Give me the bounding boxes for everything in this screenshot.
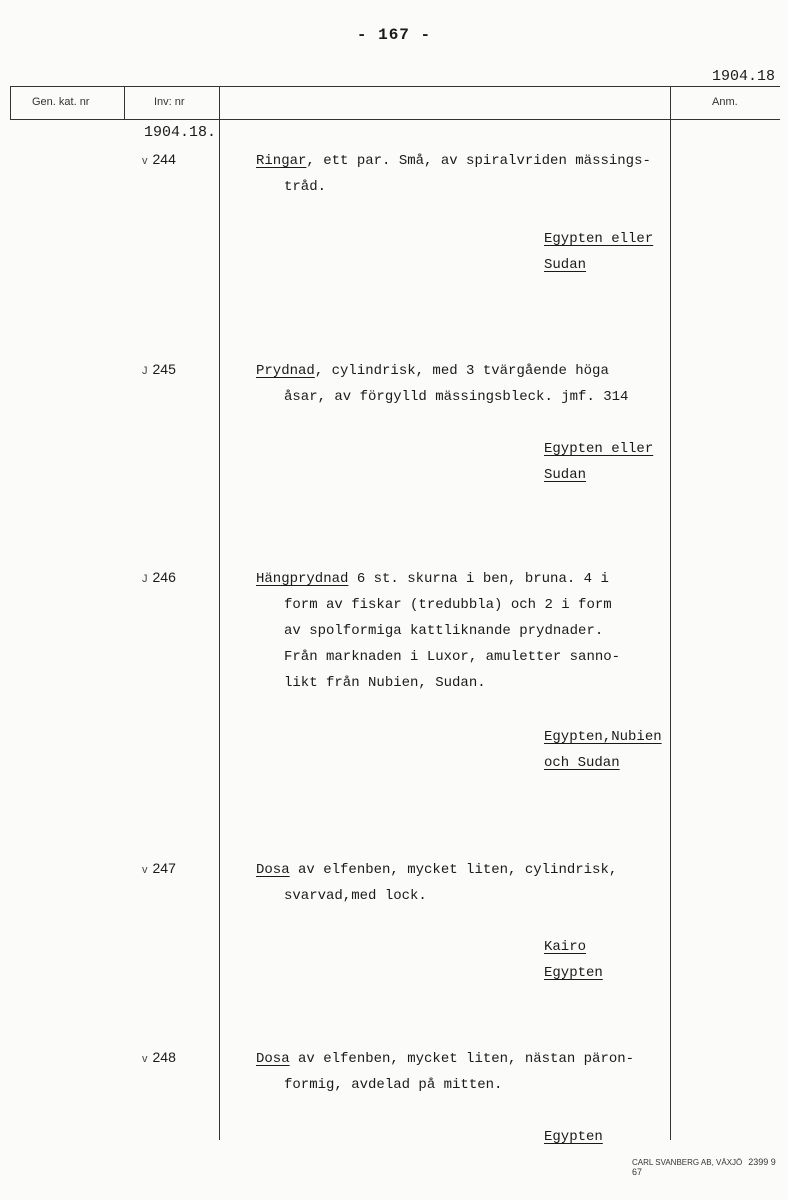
column-header-gen-kat: Gen. kat. nr <box>32 96 90 108</box>
inventory-number <box>142 151 176 167</box>
entry-line: , ett par. Små, av spiralvriden mässings- <box>306 153 651 169</box>
column-divider-text-anm <box>670 86 671 1140</box>
entry-keyword: Ringar <box>256 153 307 169</box>
inventory-number-value: 244 <box>152 151 176 167</box>
inventory-number <box>142 860 176 876</box>
provenance-line: Kairo <box>544 939 587 955</box>
entry-provenance <box>544 226 653 278</box>
provenance-line: Egypten <box>544 965 603 981</box>
page-number: - 167 - <box>356 26 432 44</box>
entry-line: Från marknaden i Luxor, amuletter sanno- <box>284 649 621 665</box>
provenance-line: och Sudan <box>544 755 620 771</box>
entry-keyword: Dosa <box>256 1051 290 1067</box>
series-label: 1904.18. <box>144 124 217 141</box>
entry-description <box>256 358 628 410</box>
entry-line: 6 st. skurna i ben, bruna. 4 i <box>348 571 609 587</box>
entry-description <box>256 566 620 696</box>
table-left-border <box>10 86 11 120</box>
provenance-line: Egypten,Nubien <box>544 729 662 745</box>
inventory-number <box>142 361 176 377</box>
entry-description <box>256 1046 634 1098</box>
entry-keyword: Prydnad <box>256 363 315 379</box>
check-mark: v <box>142 155 148 167</box>
column-divider-inv-text <box>219 86 220 1140</box>
entry-provenance <box>544 724 662 776</box>
inventory-number <box>142 1049 176 1065</box>
column-header-inv: Inv: nr <box>154 96 185 108</box>
entry-line: av elfenben, mycket liten, cylindrisk, <box>289 862 618 878</box>
entry-provenance <box>544 1124 603 1150</box>
entry-line: , cylindrisk, med 3 tvärgående höga <box>314 363 609 379</box>
inventory-number-value: 247 <box>152 860 176 876</box>
entry-provenance <box>544 934 603 986</box>
entry-line: svarvad,med lock. <box>284 888 427 904</box>
provenance-line: Egypten <box>544 1129 603 1145</box>
entry-description <box>256 148 651 200</box>
inventory-number <box>142 569 176 585</box>
check-mark: v <box>142 1053 148 1065</box>
entry-provenance <box>544 436 653 488</box>
entry-line: åsar, av förgylld mässingsbleck. jmf. 314 <box>284 389 629 405</box>
table-header-rule <box>10 119 780 120</box>
printer-name: CARL SVANBERG AB, VÄXJÖ <box>632 1158 743 1167</box>
printer-footer <box>632 1157 788 1177</box>
entry-keyword: Hängprydnad <box>256 571 349 587</box>
inventory-number-value: 248 <box>152 1049 176 1065</box>
entry-keyword: Dosa <box>256 862 290 878</box>
table-top-rule <box>10 86 780 87</box>
form-code: 2399 9 67 <box>632 1157 776 1177</box>
check-mark: J <box>142 573 148 585</box>
check-mark: v <box>142 864 148 876</box>
entry-line: form av fiskar (tredubbla) och 2 i form <box>284 597 612 613</box>
check-mark: J <box>142 365 148 377</box>
entry-line: tråd. <box>284 179 327 195</box>
inventory-number-value: 246 <box>152 569 176 585</box>
provenance-line: Egypten eller <box>544 231 654 247</box>
entry-line: av spolformiga kattliknande prydnader. <box>284 623 604 639</box>
column-header-anm: Anm. <box>712 96 738 108</box>
provenance-line: Egypten eller <box>544 441 654 457</box>
entry-line: likt från Nubien, Sudan. <box>284 675 486 691</box>
entry-description <box>256 857 617 909</box>
provenance-line: Sudan <box>544 467 587 483</box>
inventory-number-value: 245 <box>152 361 176 377</box>
series-header: 1904.18 <box>712 68 776 85</box>
entry-line: av elfenben, mycket liten, nästan päron- <box>289 1051 635 1067</box>
entry-line: formig, avdelad på mitten. <box>284 1077 503 1093</box>
provenance-line: Sudan <box>544 257 587 273</box>
column-divider-gen-inv <box>124 86 125 120</box>
